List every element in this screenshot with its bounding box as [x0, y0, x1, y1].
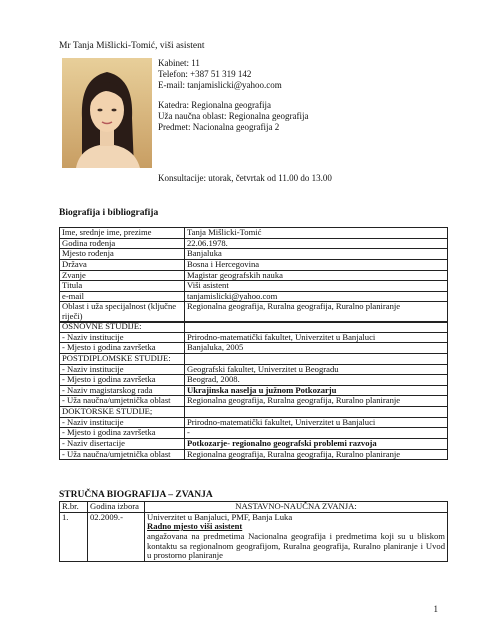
value-cell: - [185, 428, 448, 439]
year-cell: 02.2009.- [88, 512, 145, 561]
label-cell: - Naziv institucije [60, 332, 185, 343]
label-cell: Mjesto rođenja [60, 249, 185, 260]
table-row [60, 375, 448, 386]
table-row [60, 302, 448, 322]
field-text: Uža naučna oblast: Regionalna geografija [158, 111, 309, 122]
value-cell: Viši asistent [185, 281, 448, 292]
dissertation-title-cell: Potkozarje- regionalno geografski problemi razvoja [185, 438, 448, 449]
column-header: Godina izbora [88, 502, 145, 513]
label-cell: Oblast i uža specijalnost (ključne riječi) [60, 302, 185, 322]
section-header-cell: DOKTORSKE STUDIJE; [60, 407, 185, 418]
personal-info-table [59, 227, 448, 323]
table-row [60, 322, 448, 333]
table-row [60, 385, 448, 396]
label-cell: - Naziv institucije [60, 417, 185, 428]
value-cell: Banjaluka, 2005 [185, 343, 448, 354]
label-cell: Godina rođenja [60, 238, 185, 249]
value-cell: Banjaluka [185, 249, 448, 260]
value-cell: Prirodno-matematički fakultet, Univerzitet u Banjaluci [185, 332, 448, 343]
label-cell: Titula [60, 281, 185, 292]
contact-block [158, 58, 308, 133]
value-cell: Regionalna geografija, Ruralna geografija, Ruralno planiranje [185, 302, 448, 322]
value-cell: Tanja Mišlicki-Tomić [185, 228, 448, 239]
label-cell: - Naziv magistarskog rada [60, 385, 185, 396]
label-cell: Zvanje [60, 270, 185, 281]
table-row [60, 417, 448, 428]
table-row [60, 291, 448, 302]
institution-text: Univerzitet u Banjaluci, PMF, Banja Luka [147, 511, 293, 522]
table-row [60, 364, 448, 375]
table-row [60, 396, 448, 407]
career-table [59, 501, 448, 562]
thesis-title-cell: Ukrajinska naselja u južnom Potkozarju [185, 385, 448, 396]
row-number-cell: 1. [60, 512, 88, 561]
description-text: angažovana na predmetima Nacionalna geografija i predmetima koji su u bliskom kontaktu sa regionalnom geografijom, Ruralna geografija, Ruralno planiranje i Uvod u prostorno planiranje [147, 530, 445, 561]
table-row [60, 428, 448, 439]
value-cell: tanjamislicki@yahoo.com [185, 291, 448, 302]
label-cell: - Mjesto i godina završetka [60, 343, 185, 354]
table-row [60, 353, 448, 364]
value-cell: Bosna i Hercegovina [185, 259, 448, 270]
education-table [59, 321, 448, 460]
table-row [60, 449, 448, 460]
table-row [60, 512, 448, 561]
position-text: Radno mjesto viši asistent [147, 521, 243, 532]
details-cell [145, 512, 448, 561]
office-text: Kabinet: 11 [158, 58, 200, 68]
table-row [60, 332, 448, 343]
table-row [60, 228, 448, 239]
column-header: R.br. [60, 502, 88, 513]
bio-section-title: Biografija i bibliografija [59, 208, 159, 218]
label-cell: - Mjesto i godina završetka [60, 428, 185, 439]
profile-photo [62, 58, 152, 168]
label-cell: - Uža naučna/umjetnička oblast [60, 449, 185, 460]
label-cell: - Uža naučna/umjetnička oblast [60, 396, 185, 407]
phone-text: Telefon: +387 51 319 142 [158, 68, 252, 79]
table-row [60, 238, 448, 249]
label-cell: e-mail [60, 291, 185, 302]
table-row [60, 407, 448, 418]
label-cell: - Naziv disertacije [60, 438, 185, 449]
label-cell: Država [60, 259, 185, 270]
email-text: E-mail: tanjamislicki@yahoo.com [158, 79, 282, 90]
value-cell: Beograd, 2008. [185, 375, 448, 386]
consultations-text: Konsultacije: utorak, četvrtak od 11.00 do 13.00 [158, 173, 332, 183]
table-header-row [60, 502, 448, 513]
table-row [60, 249, 448, 260]
table-row [60, 343, 448, 354]
label-cell: Ime, srednje ime, prezime [60, 228, 185, 239]
subject-text: Predmet: Nacionalna geografija 2 [158, 121, 280, 132]
document-title: Mr Tanja Mišlicki-Tomić, viši asistent [59, 41, 205, 51]
department-text: Katedra: Regionalna geografija [158, 100, 271, 111]
value-cell: Geografski fakultet, Univerzitet u Beogradu [185, 364, 448, 375]
table-row [60, 259, 448, 270]
value-cell: Regionalna geografija, Ruralna geografija, Ruralno planiranje [185, 396, 448, 407]
column-header: NASTAVNO-NAUČNA ZVANJA: [145, 502, 448, 513]
table-row [60, 438, 448, 449]
career-section-title: STRUČNA BIOGRAFIJA – ZVANJA [59, 490, 213, 500]
value-cell: 22.06.1978. [185, 238, 448, 249]
label-cell: - Naziv institucije [60, 364, 185, 375]
section-header-cell: POSTDIPLOMSKE STUDIJE: [60, 353, 185, 364]
section-header-cell: OSNOVNE STUDIJE: [60, 322, 185, 333]
page-number: 1 [433, 603, 438, 614]
value-cell: Prirodno-matematički fakultet, Univerzitet u Banjaluci [185, 417, 448, 428]
value-cell: Regionalna geografija, Ruralna geografija, Ruralno planiranje [185, 449, 448, 460]
label-cell: - Mjesto i godina završetka [60, 375, 185, 386]
table-row [60, 270, 448, 281]
table-row [60, 281, 448, 292]
value-cell: Magistar geografskih nauka [185, 270, 448, 281]
